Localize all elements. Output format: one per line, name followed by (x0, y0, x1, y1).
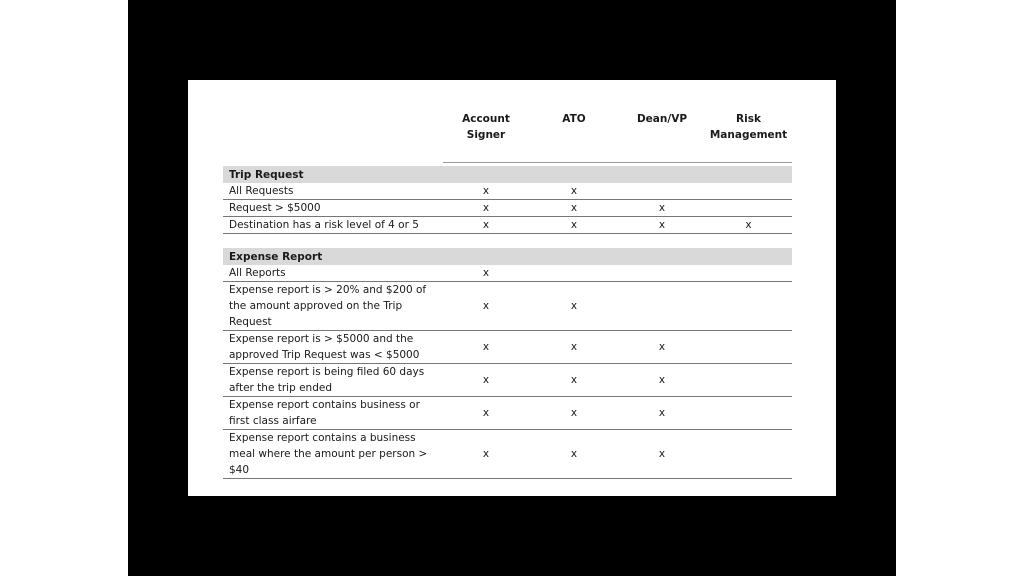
table-row (223, 397, 792, 430)
column-header (443, 106, 529, 163)
approval-mark (705, 282, 792, 331)
approval-mark: x (619, 430, 705, 479)
section-header-cell (619, 248, 705, 265)
section-header-cell (619, 166, 705, 183)
approval-mark: x (529, 364, 619, 397)
column-header (705, 106, 792, 163)
column-header-line: Account (462, 113, 510, 125)
table-row (223, 265, 792, 282)
approval-mark (705, 331, 792, 364)
table-row (223, 364, 792, 397)
column-header-line: Management (709, 129, 788, 141)
approval-mark (619, 183, 705, 200)
row-label: All Requests (223, 183, 443, 200)
row-label: Expense report is > $5000 and the approved Trip Request was < $5000 (223, 331, 443, 364)
column-header-line: Risk (736, 113, 761, 125)
approval-mark: x (529, 200, 619, 217)
column-header-line: Dean/VP (636, 113, 688, 125)
section-header-cell (705, 166, 792, 183)
approval-mark (705, 430, 792, 479)
approval-mark (619, 282, 705, 331)
approval-mark: x (529, 397, 619, 430)
row-label: Destination has a risk level of 4 or 5 (223, 217, 443, 234)
approval-mark: x (443, 217, 529, 234)
approval-mark: x (619, 364, 705, 397)
row-label: Expense report is > 20% and $200 of the amount approved on the Trip Request (223, 282, 443, 331)
row-label: Expense report is being filed 60 days after the trip ended (223, 364, 443, 397)
document-page (188, 80, 836, 496)
approval-mark: x (705, 217, 792, 234)
approval-mark: x (619, 331, 705, 364)
section-header-cell (443, 166, 529, 183)
section-title: Trip Request (223, 166, 443, 183)
approval-mark: x (529, 331, 619, 364)
column-header-line: Signer (466, 129, 506, 141)
approval-table (223, 106, 792, 479)
approval-mark: x (443, 282, 529, 331)
approval-mark (529, 265, 619, 282)
table-row (223, 430, 792, 479)
approval-mark: x (443, 364, 529, 397)
section-header-cell (529, 166, 619, 183)
approval-mark: x (529, 430, 619, 479)
approval-mark: x (443, 397, 529, 430)
section-header-cell (705, 248, 792, 265)
approval-mark (705, 200, 792, 217)
section-header-row (223, 166, 792, 183)
table-body (223, 163, 792, 479)
header-row (223, 106, 792, 163)
spacer-cell (223, 234, 792, 249)
column-header-line: ATO (562, 113, 586, 125)
slide-stage (128, 0, 896, 576)
section-title: Expense Report (223, 248, 443, 265)
approval-mark: x (443, 265, 529, 282)
approval-mark: x (619, 200, 705, 217)
header-corner (223, 106, 443, 163)
approval-mark (705, 183, 792, 200)
approval-mark (619, 265, 705, 282)
section-header-cell (443, 248, 529, 265)
approval-mark: x (529, 183, 619, 200)
approval-mark: x (443, 200, 529, 217)
approval-mark: x (443, 331, 529, 364)
table-row (223, 200, 792, 217)
table-row (223, 282, 792, 331)
table-row (223, 217, 792, 234)
column-header (529, 106, 619, 163)
approval-mark (705, 364, 792, 397)
approval-mark (705, 265, 792, 282)
approval-mark: x (619, 397, 705, 430)
approval-mark: x (529, 282, 619, 331)
approval-mark: x (529, 217, 619, 234)
table-row (223, 183, 792, 200)
row-label: Request > $5000 (223, 200, 443, 217)
section-header-cell (529, 248, 619, 265)
table-row (223, 331, 792, 364)
approval-mark: x (619, 217, 705, 234)
approval-mark (705, 397, 792, 430)
approval-mark: x (443, 183, 529, 200)
row-label: Expense report contains business or first class airfare (223, 397, 443, 430)
row-label: Expense report contains a business meal where the amount per person > $40 (223, 430, 443, 479)
column-header (619, 106, 705, 163)
approval-mark: x (443, 430, 529, 479)
row-label: All Reports (223, 265, 443, 282)
section-spacer (223, 234, 792, 249)
section-header-row (223, 248, 792, 265)
